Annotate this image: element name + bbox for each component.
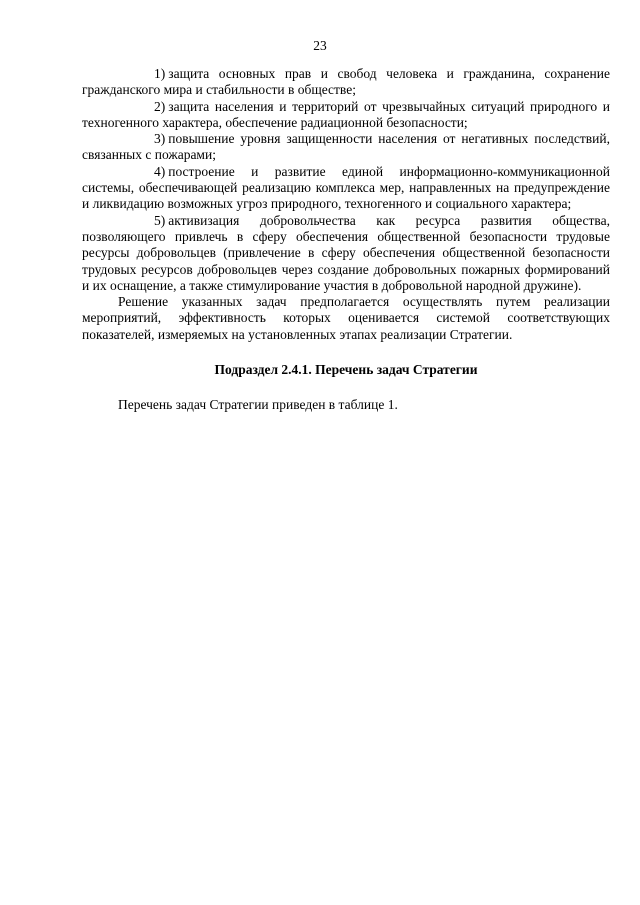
task-number: 5) <box>154 212 166 228</box>
task-item-1 <box>82 66 610 99</box>
task-text: построение и развитие единой информационно-коммуникационной системы, обеспечивающей реализацию комплекса мер, направленных на предупреждение и ликвидацию возможных угроз природного, техногенного и социального характера; <box>82 163 610 212</box>
task-item-2 <box>82 99 610 132</box>
task-text: активизация добровольчества как ресурса развития общества, позволяющего привлечь в сферу обеспечения общественной безопасности трудовые ресурсы добровольцев (привлечение в сферу обеспечения общественной безопасности трудовых ресурсов добровольцев через создание добровольных пожарных формирований и их оснащение, а также стимулирование участия в добровольной народной дружине). <box>82 212 610 293</box>
subsection-title: Подраздел 2.4.1. Перечень задач Стратегии <box>214 362 478 378</box>
task-number: 2) <box>154 98 166 114</box>
task-number: 1) <box>154 66 166 81</box>
task-number: 3) <box>154 131 166 147</box>
task-item-3 <box>82 131 610 164</box>
closing-paragraph: Решение указанных задач предполагается осуществлять путем реализации мероприятий, эффективность которых оценивается системой соответствующих показателей, измеряемых на установленных этапах реализации Стратегии. <box>82 294 610 342</box>
task-text: защита населения и территорий от чрезвычайных ситуаций природного и техногенного характера, обеспечение радиационной безопасности; <box>82 98 610 130</box>
task-text: защита основных прав и свобод человека и гражданина, сохранение гражданского мира и стабильности в обществе; <box>82 66 610 98</box>
task-item-4 <box>82 164 610 213</box>
task-item-5 <box>82 213 610 294</box>
task-number: 4) <box>154 163 166 179</box>
page-number: 23 <box>313 38 327 53</box>
document-body <box>82 66 610 414</box>
table-intro-paragraph: Перечень задач Стратегии приведен в таблице 1. <box>118 397 398 413</box>
task-text: повышение уровня защищенности населения от негативных последствий, связанных с пожарами; <box>82 131 610 163</box>
